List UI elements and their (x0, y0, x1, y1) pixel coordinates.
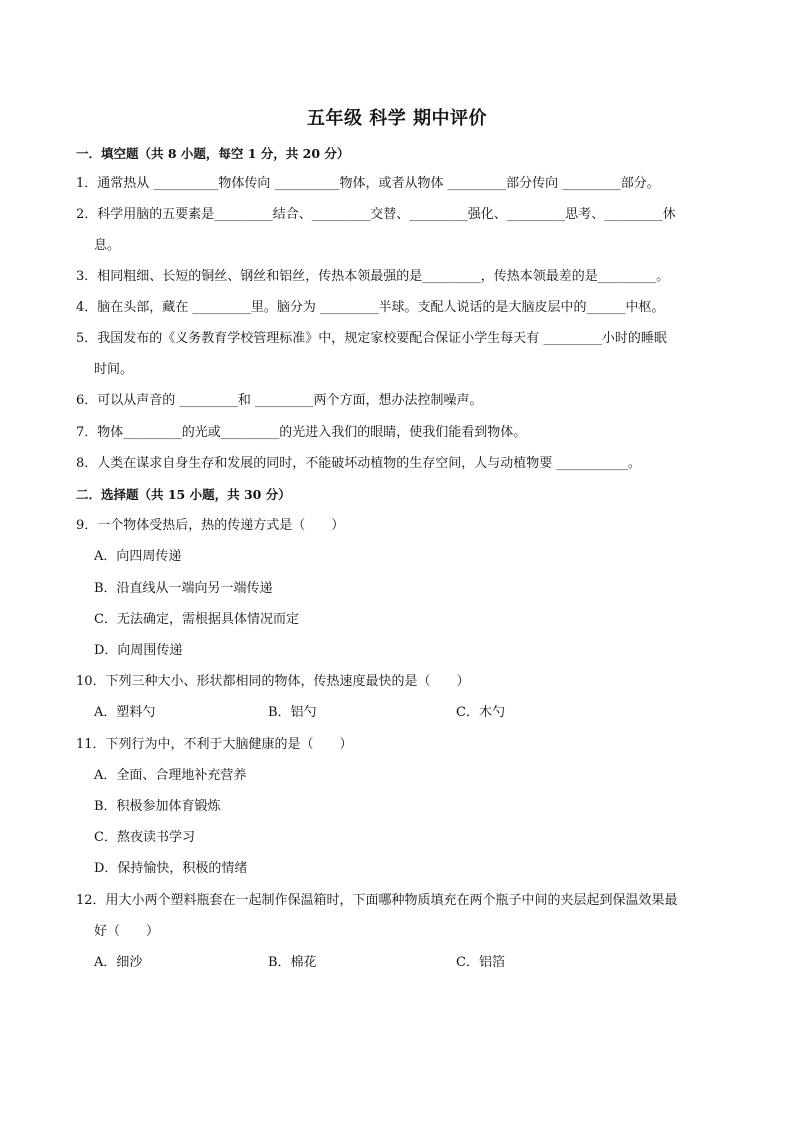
question-11-option-b: B．积极参加体育锻炼 (94, 799, 221, 814)
exam-title: 五年级 科学 期中评价 (306, 108, 488, 129)
question-2: 2．科学用脑的五要素是_________结合、_________交替、_________强化、_________思考、_________休 (76, 207, 676, 222)
question-3: 3．相同粗细、长短的铜丝、钢丝和铝丝，传热本领最强的是_________，传热本领最差的是_________。 (76, 269, 670, 284)
question-6: 6．可以从声音的 _________和 _________两个方面，想办法控制噪声。 (76, 393, 483, 408)
question-9: 9．一个物体受热后，热的传递方式是（ ） (76, 518, 345, 533)
question-2-continuation: 息。 (94, 238, 121, 253)
question-11-option-a: A．全面、合理地补充营养 (94, 768, 247, 783)
question-12-option-c: C．铝箔 (456, 955, 505, 970)
section-heading-multiple-choice: 二．选择题（共 15 小题，共 30 分） (76, 487, 291, 502)
question-9-option-b: B．沿直线从一端向另一端传递 (94, 581, 273, 596)
section-heading-fill-blank: 一．填空题（共 8 小题，每空 1 分，共 20 分） (76, 146, 350, 161)
question-8: 8．人类在谋求自身生存和发展的同时，不能破坏动植物的生存空间，人与动植物要 ___________。 (76, 456, 641, 471)
question-7: 7．物体_________的光或_________的光进入我们的眼睛，使我们能看到物体。 (76, 425, 527, 440)
question-1: 1．通常热从 __________物体传向 __________物体，或者从物体 _________部分传向 _________部分。 (76, 176, 660, 191)
question-11-option-c: C．熬夜读书学习 (94, 830, 195, 845)
question-10-option-b: B．铝勺 (268, 705, 317, 720)
question-10: 10．下列三种大小、形状都相同的物体，传热速度最快的是（ ） (76, 674, 470, 689)
question-9-option-c: C．无法确定，需根据具体情况而定 (94, 612, 299, 627)
question-12: 12．用大小两个塑料瓶套在一起制作保温箱时，下面哪种物质填充在两个瓶子中间的夹层起到保温效果最 (76, 893, 678, 908)
question-5: 5．我国发布的《义务教育学校管理标准》中，规定家校要配合保证小学生每天有 _________小时的睡眠 (76, 331, 667, 346)
question-11: 11．下列行为中，不利于大脑健康的是（ ） (76, 737, 353, 752)
question-12-continuation: 好（ ） (94, 924, 160, 939)
question-11-option-d: D．保持愉快，积极的情绪 (94, 861, 248, 876)
question-9-option-a: A．向四周传递 (94, 549, 182, 564)
question-9-option-d: D．向周围传递 (94, 643, 183, 658)
question-12-option-b: B．棉花 (268, 955, 317, 970)
question-10-option-c: C．木勺 (456, 705, 505, 720)
question-4: 4．脑在头部，藏在 _________里。脑分为 _________半球。支配人说话的是大脑皮层中的______中枢。 (76, 300, 665, 315)
question-5-continuation: 时间。 (94, 362, 134, 377)
question-10-option-a: A．塑料勺 (94, 705, 156, 720)
question-12-option-a: A．细沙 (94, 955, 143, 970)
